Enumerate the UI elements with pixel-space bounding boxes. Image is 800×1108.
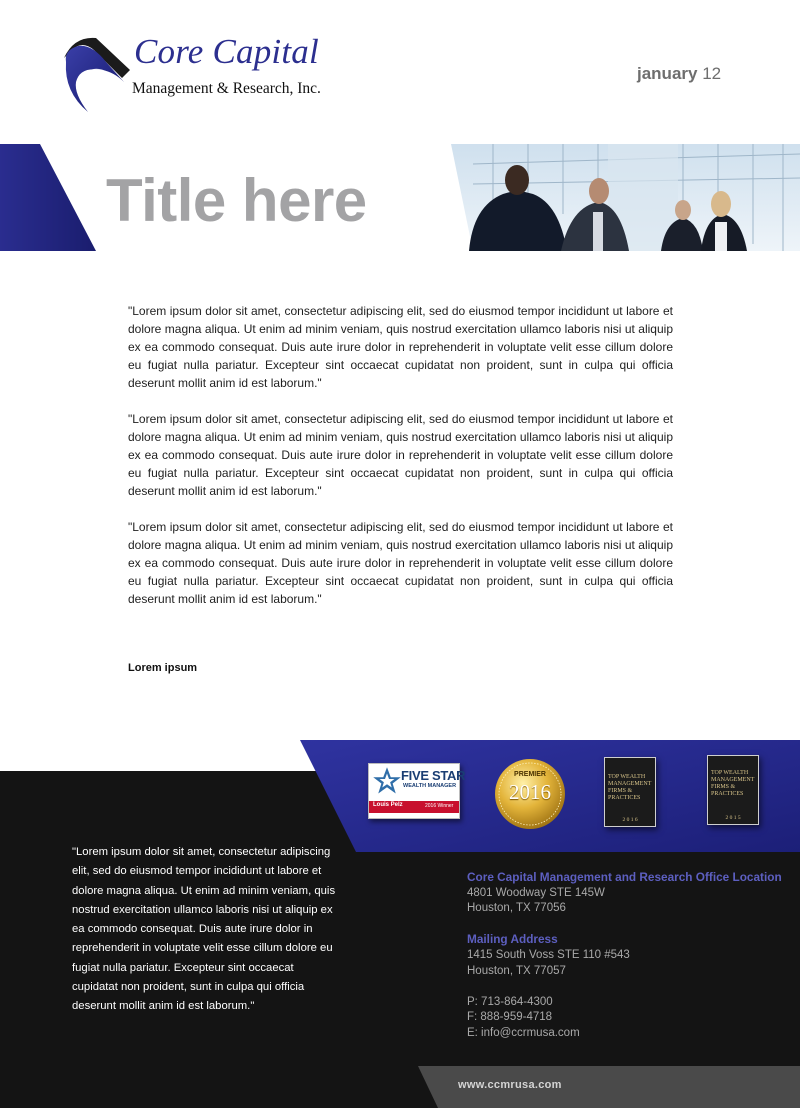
page-title: Title here xyxy=(106,167,367,234)
date-month: january xyxy=(637,64,698,83)
office-address-line: Houston, TX 77056 xyxy=(467,902,566,915)
footer-quote: "Lorem ipsum dolor sit amet, consectetur adipiscing elit, sed do eiusmod tempor incididunt ut labore et dolore magna aliqua. Ut enim ad minim veniam, quis nostrud exercitation ullamco laboris nisi ut aliquip ex ea commodo consequat. Duis aute irure dolor in reprehenderit in voluptate velit esse cillum dolore eu fugiat nulla pariatur. Excepteur sint occaecat cupidatat non proident, sunt in culpa qui officia deserunt mollit anim id est laborum." xyxy=(72,846,336,1013)
fax-number: F: 888-959-4718 xyxy=(467,1011,553,1024)
email-address[interactable]: E: info@ccrmusa.com xyxy=(467,1026,580,1039)
issue-date xyxy=(637,64,721,84)
seal-label: PREMIER xyxy=(514,771,546,778)
office-address-line: 4801 Woodway STE 145W xyxy=(467,886,605,899)
magazine-title: TOP WEALTH MANAGEMENT FIRMS & PRACTICES xyxy=(711,770,755,797)
mailing-address-line: Houston, TX 77057 xyxy=(467,964,566,977)
company-subtitle: Management & Research, Inc. xyxy=(132,80,321,97)
company-logo-icon xyxy=(62,36,132,114)
five-star-subtitle: WEALTH MANAGER xyxy=(403,783,457,789)
business-people-photo xyxy=(433,144,800,251)
star-icon xyxy=(372,766,402,796)
website-link[interactable]: www.ccmrusa.com xyxy=(458,1079,562,1091)
magazine-title: TOP WEALTH MANAGEMENT FIRMS & PRACTICES xyxy=(608,774,652,801)
mailing-address-line: 1415 South Voss STE 110 #543 xyxy=(467,948,630,961)
magazine-year: 2 0 1 6 xyxy=(622,817,638,823)
body-paragraph: "Lorem ipsum dolor sit amet, consectetur adipiscing elit, sed do eiusmod tempor incididunt ut labore et dolore magna aliqua. Ut enim ad minim veniam, quis nostrud exercitation ullamco laboris nisi ut aliquip ex ea commodo consequat. Duis aute irure dolor in reprehenderit in voluptate velit esse cillum dolore eu fugiat nulla pariatur. Excepteur sint occaecat cupidatat non proident, sunt in culpa qui officia deserunt mollit anim id est laborum." xyxy=(128,520,673,606)
body-paragraph: "Lorem ipsum dolor sit amet, consectetur adipiscing elit, sed do eiusmod tempor incididunt ut labore et dolore magna aliqua. Ut enim ad minim veniam, quis nostrud exercitation ullamco laboris nisi ut aliquip ex ea commodo consequat. Duis aute irure dolor in reprehenderit in voluptate velit esse cillum dolore eu fugiat nulla pariatur. Excepteur sint occaecat cupidatat non proident, sunt in culpa qui officia deserunt mollit anim id est laborum." xyxy=(128,412,673,498)
signature: Lorem ipsum xyxy=(128,662,198,674)
premier-2016-seal xyxy=(494,758,566,830)
five-star-name: Louis Pelz xyxy=(373,802,403,808)
magazine-cover-2015 xyxy=(707,755,759,825)
mailing-heading: Mailing Address xyxy=(467,932,558,947)
seal-year: 2016 xyxy=(509,780,551,804)
contact-block xyxy=(467,870,797,1042)
body-paragraph: "Lorem ipsum dolor sit amet, consectetur adipiscing elit, sed do eiusmod tempor incididunt ut labore et dolore magna aliqua. Ut enim ad minim veniam, quis nostrud exercitation ullamco laboris nisi ut aliquip ex ea commodo consequat. Duis aute irure dolor in reprehenderit in voluptate velit esse cillum dolore eu fugiat nulla pariatur. Excepteur sint occaecat cupidatat non proident, sunt in culpa qui officia deserunt mollit anim id est laborum." xyxy=(128,304,673,390)
five-star-award-badge xyxy=(368,763,466,819)
phone-number: P: 713-864-4300 xyxy=(467,995,553,1008)
five-star-year: 2016 Winner xyxy=(425,802,454,809)
office-heading: Core Capital Management and Research Office Location xyxy=(467,870,782,884)
five-star-title: FIVE STAR xyxy=(401,768,466,783)
magazine-year: 2 0 1 5 xyxy=(725,815,741,821)
magazine-cover-2016 xyxy=(604,757,656,827)
body-text xyxy=(128,302,673,626)
company-name: Core Capital xyxy=(134,32,319,71)
date-day: 12 xyxy=(702,64,722,83)
